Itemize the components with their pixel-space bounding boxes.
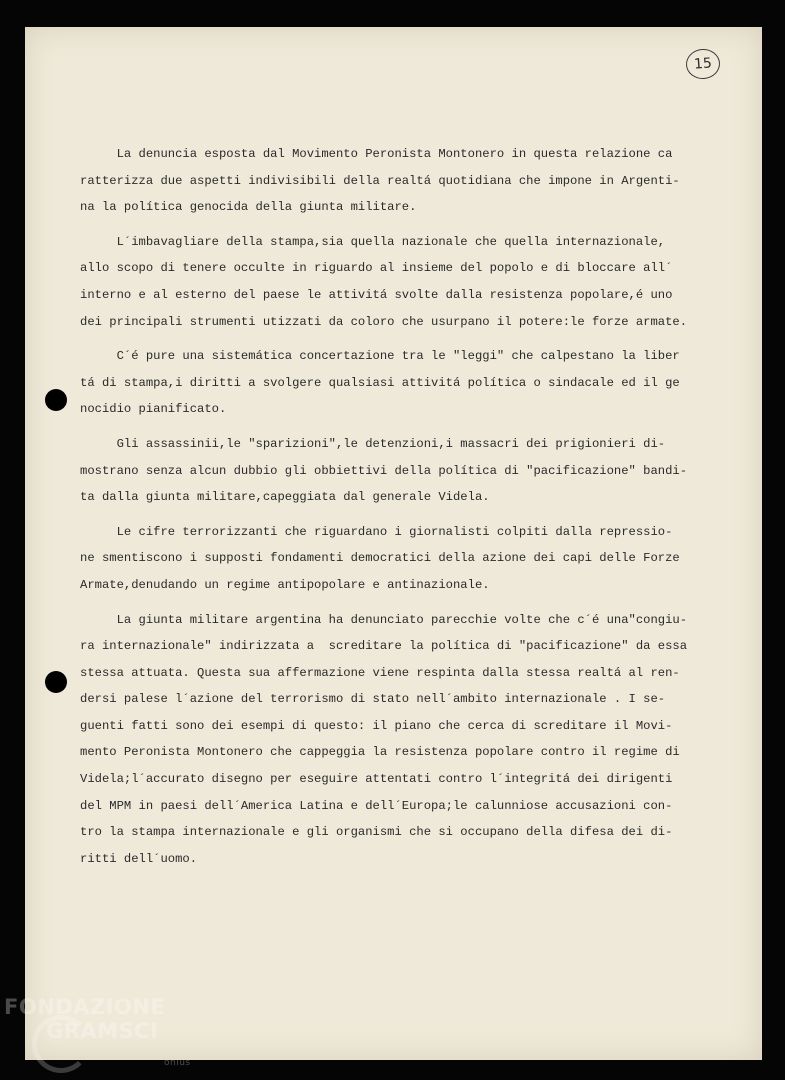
fondazione-gramsci-watermark bbox=[4, 995, 191, 1068]
paragraph bbox=[80, 229, 740, 335]
paragraph bbox=[80, 343, 740, 423]
punch-hole-top bbox=[45, 389, 67, 411]
text-line: na la política genocida della giunta militare. bbox=[80, 200, 417, 215]
text-line: ratterizza due aspetti indivisibili della realtá quotidiana che impone in Argenti- bbox=[80, 173, 680, 188]
text-line: La denuncia esposta dal Movimento Peronista Montonero in questa relazione ca bbox=[80, 147, 673, 161]
watermark-logo-icon bbox=[32, 1015, 90, 1073]
text-line: allo scopo di tenere occulte in riguardo al insieme del popolo e di bloccare all´ bbox=[80, 261, 673, 276]
text-line: interno e al esterno del paese le attivitá svolte dalla resistenza popolare,é uno bbox=[80, 287, 673, 302]
text-line: ne smentiscono i supposti fondamenti democratici della azione dei capi delle Forze bbox=[80, 551, 680, 566]
paragraph-gap bbox=[80, 599, 740, 607]
watermark-line1: FONDAZIONE bbox=[4, 995, 166, 1019]
text-line: mostrano senza alcun dubbio gli obbiettivi della política di "pacificazione" bandi- bbox=[80, 463, 688, 478]
text-line: guenti fatti sono dei esempi di questo: il piano che cerca di screditare il Movi- bbox=[80, 718, 673, 733]
text-line: ta dalla giunta militare,capeggiata dal generale Videla. bbox=[80, 490, 490, 505]
text-line: nocidio pianificato. bbox=[80, 402, 227, 417]
paragraph bbox=[80, 519, 740, 599]
text-line: Videla;l´accurato disegno per eseguire attentati contro l´integritá dei dirigenti bbox=[80, 772, 673, 787]
document-text bbox=[80, 141, 740, 872]
text-line: stessa attuata. Questa sua affermazione viene respinta dalla stessa realtá al ren- bbox=[80, 665, 680, 680]
text-line: ra internazionale" indirizzata a screditare la política di "pacificazione" da essa bbox=[80, 639, 688, 654]
text-line: dersi palese l´azione del terrorismo di stato nell´ambito internazionale . I se- bbox=[80, 692, 666, 707]
page-number: 15 bbox=[693, 55, 713, 73]
page-number-circle bbox=[685, 48, 721, 80]
paragraph-gap bbox=[80, 423, 740, 431]
text-line: mento Peronista Montonero che cappeggia la resistenza popolare contro il regime di bbox=[80, 745, 680, 760]
watermark-line2: GRAMSCI bbox=[46, 1019, 159, 1043]
watermark-line3: onlus bbox=[164, 1058, 191, 1068]
text-line: L´imbavagliare della stampa,sia quella nazionale che quella internazionale, bbox=[80, 234, 666, 249]
paragraph-gap bbox=[80, 221, 740, 229]
punch-hole-bottom bbox=[45, 671, 67, 693]
text-line: ritti dell´uomo. bbox=[80, 851, 198, 866]
text-line: tro la stampa internazionale e gli organismi che si occupano della difesa dei di- bbox=[80, 825, 673, 840]
text-line: Armate,denudando un regime antipopolare e antinazionale. bbox=[80, 577, 490, 592]
paragraph bbox=[80, 141, 740, 221]
text-line: C´é pure una sistemática concertazione tra le "leggi" che calpestano la liber bbox=[80, 349, 680, 364]
text-line: Gli assassinii,le "sparizioni",le detenzioni,i massacri dei prigionieri di- bbox=[80, 436, 666, 451]
text-line: tá di stampa,i diritti a svolgere qualsiasi attivitá política o sindacale ed il ge bbox=[80, 375, 680, 390]
text-line: Le cifre terrorizzanti che riguardano i giornalisti colpiti dalla repressio- bbox=[80, 524, 673, 539]
text-line: La giunta militare argentina ha denunciato parecchie volte che c´é una"congiu- bbox=[80, 612, 688, 627]
text-line: dei principali strumenti utizzati da coloro che usurpano il potere:le forze armate. bbox=[80, 314, 688, 329]
paragraph bbox=[80, 607, 740, 873]
paragraph bbox=[80, 431, 740, 511]
paragraph-gap bbox=[80, 335, 740, 343]
document-page bbox=[25, 27, 762, 1060]
paragraph-gap bbox=[80, 511, 740, 519]
text-line: del MPM in paesi dell´America Latina e dell´Europa;le calunniose accusazioni con- bbox=[80, 798, 673, 813]
